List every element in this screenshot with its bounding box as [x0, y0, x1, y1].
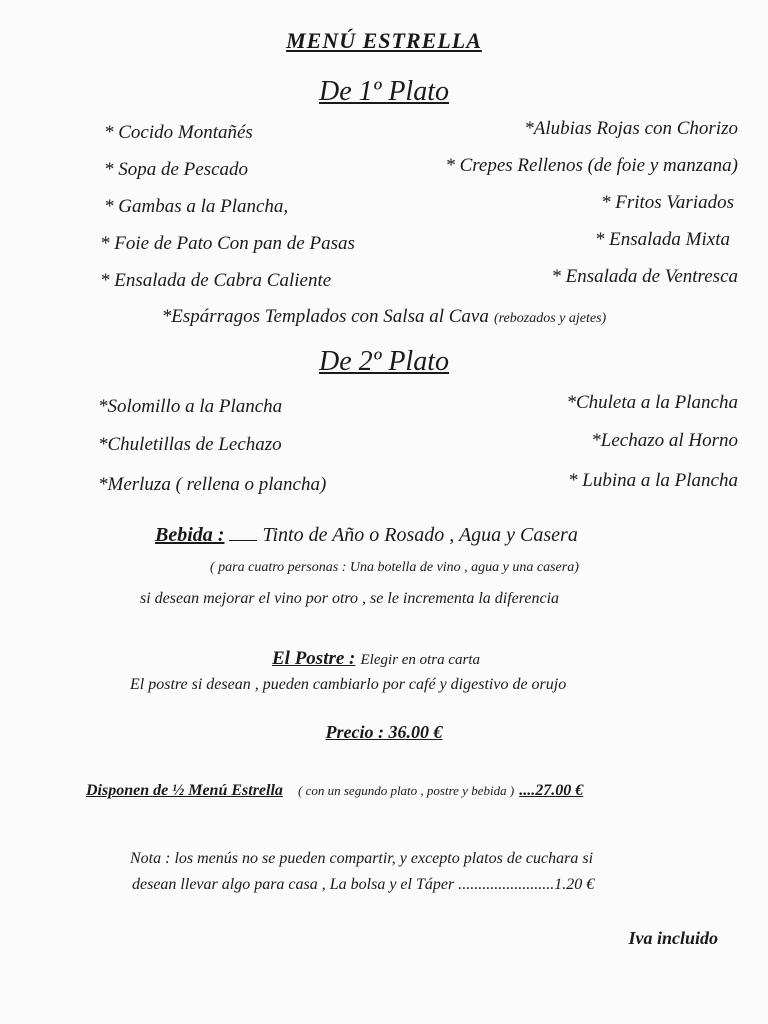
dish-item: * Fritos Variados	[600, 192, 734, 213]
dish-item: * Ensalada de Cabra Caliente	[100, 270, 332, 291]
dish-item: * Ensalada Mixta	[594, 229, 730, 250]
price: Precio : 36.00 €	[325, 722, 443, 742]
extra-dish-note: (rebozados y ajetes)	[493, 311, 607, 326]
half-menu-line	[86, 780, 583, 800]
extra-dish: *Espárragos Templados con Salsa al Cava	[161, 306, 489, 327]
dish-item: * Gambas a la Plancha,	[104, 196, 289, 217]
dish-item: *Solomillo a la Plancha	[98, 396, 283, 417]
dessert-label: El Postre :	[272, 648, 356, 669]
dessert-line	[272, 648, 480, 670]
dish-item: *Lechazo al Horno	[591, 430, 738, 451]
dessert-value: Elegir en otra carta	[360, 652, 481, 668]
drinks-upgrade: si desean mejorar el vino por otro , se le incrementa la diferencia	[140, 590, 560, 607]
footnote-line-1: Nota : los menús no se pueden compartir, y excepto platos de cuchara si	[130, 850, 594, 867]
dish-item: * Foie de Pato Con pan de Pasas	[100, 233, 355, 254]
drinks-underline	[229, 540, 257, 541]
dessert-note: El postre si desean , pueden cambiarlo por café y digestivo de orujo	[130, 676, 567, 693]
dish-item: *Merluza ( rellena o plancha)	[98, 474, 327, 495]
drinks-line	[155, 524, 578, 547]
drinks-label: Bebida :	[155, 524, 225, 546]
dish-item: * Crepes Rellenos (de foie y manzana)	[445, 155, 738, 176]
dish-item: * Sopa de Pescado	[104, 159, 249, 180]
drinks-value: Tinto de Año o Rosado , Agua y Casera	[262, 524, 578, 546]
second-course-heading: De 2º Plato	[319, 346, 449, 377]
half-menu-price: ....27.00 €	[519, 782, 584, 799]
extra-dish-line	[0, 306, 768, 328]
half-menu-detail: ( con un segundo plato , postre y bebida )	[298, 783, 515, 798]
dish-item: *Chuletillas de Lechazo	[98, 434, 282, 455]
drinks-note: ( para cuatro personas : Una botella de vino , agua y una casera)	[210, 560, 579, 575]
half-menu-label: Disponen de ½ Menú Estrella	[86, 782, 283, 799]
dish-item: *Alubias Rojas con Chorizo	[524, 118, 738, 139]
dish-item: *Chuleta a la Plancha	[566, 392, 738, 413]
dish-item: * Cocido Montañés	[104, 122, 253, 143]
first-course-heading: De 1º Plato	[319, 76, 449, 107]
dish-item: * Ensalada de Ventresca	[551, 266, 738, 287]
price-line	[0, 722, 768, 743]
dish-item: * Lubina a la Plancha	[568, 470, 738, 491]
vat-included: Iva incluido	[628, 928, 718, 948]
footnote-line-2: desean llevar algo para casa , La bolsa y el Táper ........................1.20 €	[132, 876, 595, 893]
menu-title: MENÚ ESTRELLA	[286, 28, 482, 53]
